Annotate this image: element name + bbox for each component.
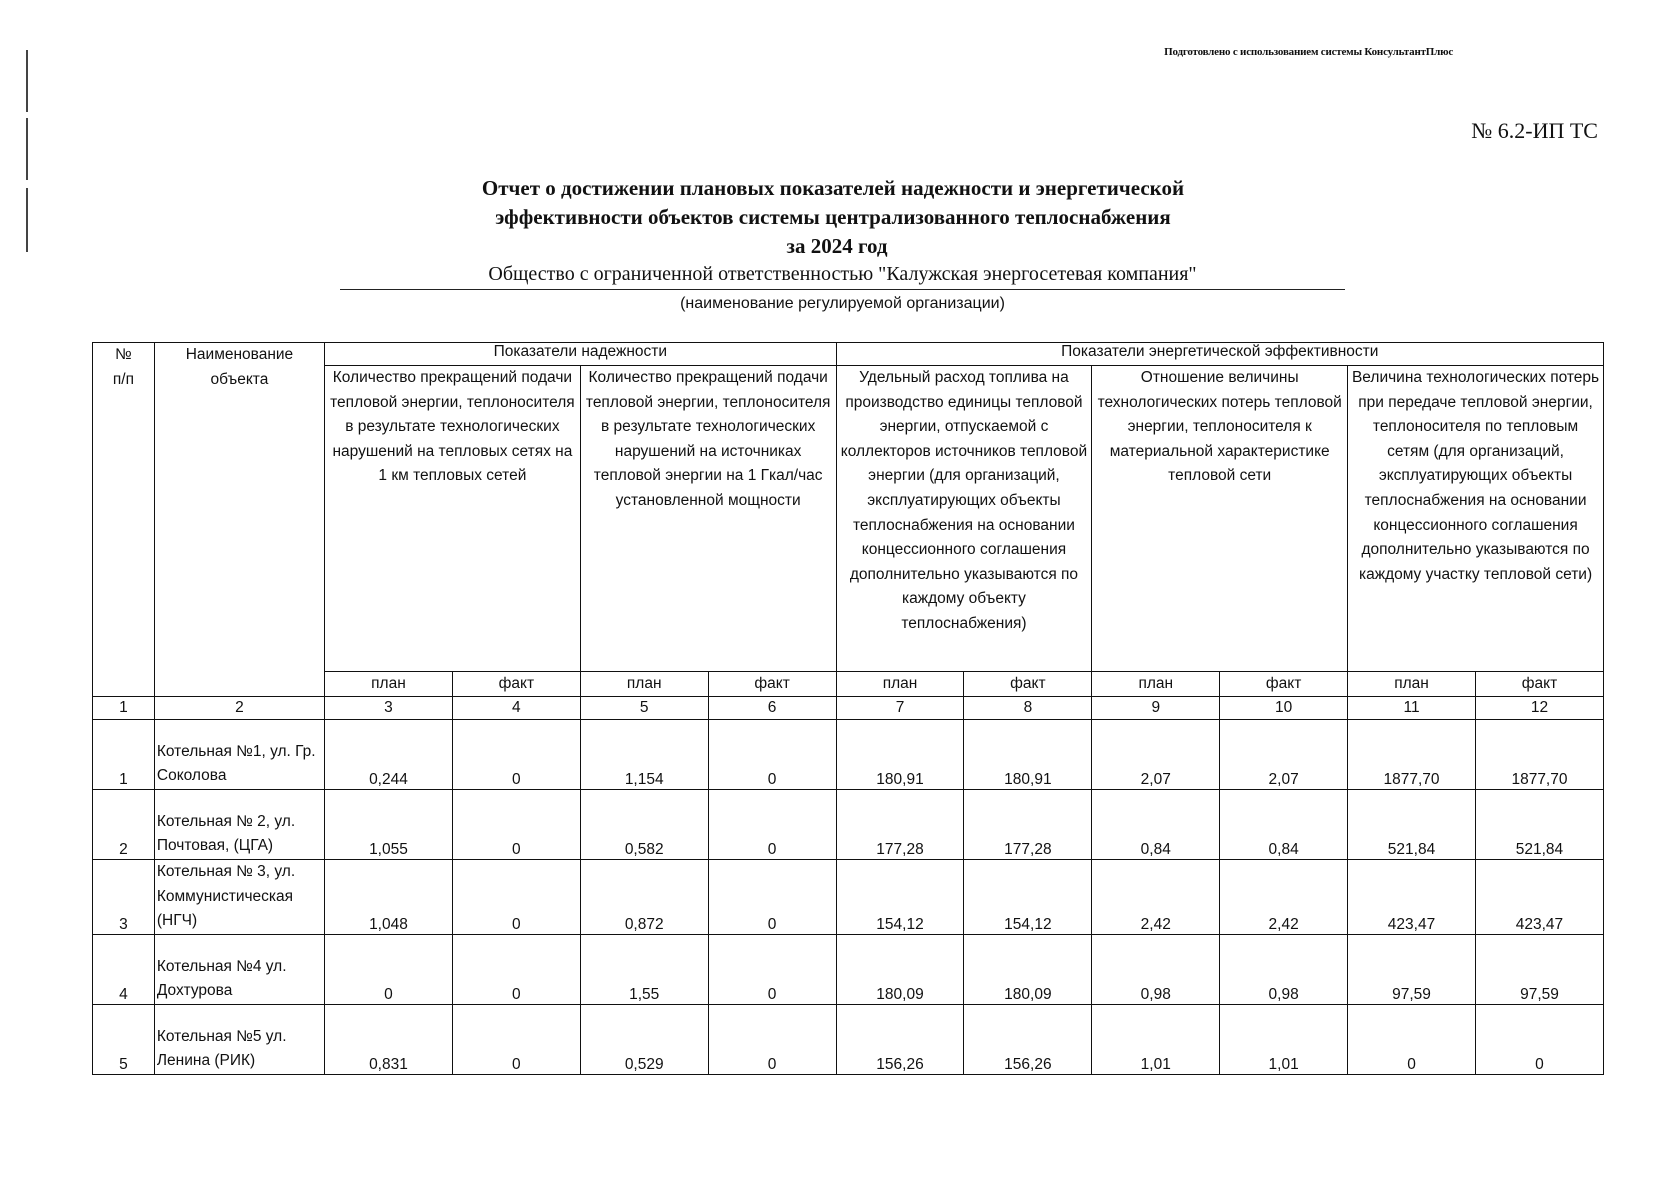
header-technological-losses: Величина технологических потерь при передаче тепловой энергии, теплоносителя по тепловым сетям (для организаций, эксплуатирующих объекты теплоснабжения на основании концессионного соглашения дополнительно указываются по каждому участку тепловой сети) [1348,366,1604,672]
value-cell: 1,01 [1220,1004,1348,1074]
column-number: 12 [1475,697,1603,720]
column-number: 6 [708,697,836,720]
header-plan: план [580,672,708,697]
value-cell: 2,42 [1220,860,1348,935]
value-cell: 0 [452,934,580,1004]
column-number: 9 [1092,697,1220,720]
organization-caption: (наименование регулируемой организации) [680,295,1005,312]
header-fact: факт [1220,672,1348,697]
value-cell: 97,59 [1348,934,1476,1004]
row-index: 4 [93,934,155,1004]
header-source-interruptions: Количество прекращений подачи тепловой энергии, теплоносителя в результате технологических нарушений на источниках тепловой энергии на 1 Гкал/час установленной мощности [580,366,836,672]
value-cell: 0 [708,860,836,935]
binding-mark [26,118,28,180]
table-row [93,790,1604,860]
header-plan: план [836,672,964,697]
value-cell: 0,529 [580,1004,708,1074]
object-name: Котельная №1, ул. Гр. Соколова [154,720,324,790]
table-row [93,860,1604,935]
value-cell: 1,55 [580,934,708,1004]
header-network-interruptions: Количество прекращений подачи тепловой энергии, теплоносителя в результате технологических нарушений на тепловых сетях на 1 км тепловых сетей [325,366,581,672]
value-cell: 1,154 [580,720,708,790]
value-cell: 0,98 [1092,934,1220,1004]
value-cell: 156,26 [836,1004,964,1074]
value-cell: 423,47 [1475,860,1603,935]
table-row [93,720,1604,790]
value-cell: 180,09 [836,934,964,1004]
value-cell: 1,01 [1092,1004,1220,1074]
value-cell: 180,09 [964,934,1092,1004]
value-cell: 0 [1348,1004,1476,1074]
value-cell: 1877,70 [1348,720,1476,790]
value-cell: 521,84 [1475,790,1603,860]
value-cell: 177,28 [836,790,964,860]
value-cell: 0 [708,720,836,790]
value-cell: 180,91 [964,720,1092,790]
value-cell: 0 [452,720,580,790]
table-row [93,1004,1604,1074]
column-number: 2 [154,697,324,720]
value-cell: 2,42 [1092,860,1220,935]
column-number: 10 [1220,697,1348,720]
header-group-reliability: Показатели надежности [325,343,837,366]
row-index: 3 [93,860,155,935]
value-cell: 0,84 [1220,790,1348,860]
column-number: 7 [836,697,964,720]
row-index: 2 [93,790,155,860]
value-cell: 521,84 [1348,790,1476,860]
value-cell: 1877,70 [1475,720,1603,790]
header-fact: факт [452,672,580,697]
object-name: Котельная №4 ул. Дохтурова [154,934,324,1004]
value-cell: 154,12 [836,860,964,935]
value-cell: 0 [452,1004,580,1074]
value-cell: 0 [452,790,580,860]
value-cell: 154,12 [964,860,1092,935]
column-number: 4 [452,697,580,720]
value-cell: 1,048 [325,860,453,935]
header-loss-ratio: Отношение величины технологических потерь тепловой энергии, теплоносителя к материальной характеристике тепловой сети [1092,366,1348,672]
value-cell: 0 [325,934,453,1004]
report-title [0,174,1666,261]
value-cell: 2,07 [1220,720,1348,790]
value-cell: 97,59 [1475,934,1603,1004]
value-cell: 0 [1475,1004,1603,1074]
value-cell: 0 [708,1004,836,1074]
column-number: 5 [580,697,708,720]
report-title-line-3: за 2024 год [786,234,888,258]
value-cell: 0,244 [325,720,453,790]
value-cell: 1,055 [325,790,453,860]
header-plan: план [325,672,453,697]
header-group-efficiency: Показатели энергетической эффективности [836,343,1603,366]
value-cell: 177,28 [964,790,1092,860]
value-cell: 180,91 [836,720,964,790]
header-object-name: Наименование объекта [154,343,324,697]
column-number: 1 [93,697,155,720]
organization-name: Общество с ограниченной ответственностью "Калужская энергосетевая компания" [340,263,1345,290]
object-name: Котельная № 2, ул. Почтовая, (ЦГА) [154,790,324,860]
value-cell: 2,07 [1092,720,1220,790]
object-name: Котельная № 3, ул. Коммунистическая (НГЧ) [154,860,324,935]
header-fact: факт [964,672,1092,697]
header-fuel-consumption: Удельный расход топлива на производство единицы тепловой энергии, отпускаемой с коллекторов источников тепловой энергии (для организаций, эксплуатирующих объекты теплоснабжения на основании концессионного соглашения дополнительно указываются по каждому объекту теплоснабжения) [836,366,1092,672]
report-table [92,342,1604,1075]
value-cell: 0,84 [1092,790,1220,860]
value-cell: 0,831 [325,1004,453,1074]
value-cell: 0,582 [580,790,708,860]
header-no: № п/п [93,343,155,697]
header-plan: план [1092,672,1220,697]
value-cell: 0 [708,790,836,860]
table-row [93,934,1604,1004]
value-cell: 0 [452,860,580,935]
header-plan: план [1348,672,1476,697]
header-fact: факт [708,672,836,697]
binding-mark [26,50,28,112]
object-name: Котельная №5 ул. Ленина (РИК) [154,1004,324,1074]
row-index: 1 [93,720,155,790]
row-index: 5 [93,1004,155,1074]
value-cell: 423,47 [1348,860,1476,935]
value-cell: 0 [708,934,836,1004]
value-cell: 156,26 [964,1004,1092,1074]
form-number: № 6.2-ИП ТС [1471,118,1598,143]
column-number: 11 [1348,697,1476,720]
header-fact: факт [1475,672,1603,697]
prepared-note: Подготовлено с использованием системы КонсультантПлюс [1164,46,1453,58]
column-number: 8 [964,697,1092,720]
report-title-line-1: Отчет о достижении плановых показателей надежности и энергетической [481,176,1185,200]
column-number: 3 [325,697,453,720]
value-cell: 0,872 [580,860,708,935]
report-title-line-2: эффективности объектов системы централизованного теплоснабжения [495,205,1171,229]
value-cell: 0,98 [1220,934,1348,1004]
